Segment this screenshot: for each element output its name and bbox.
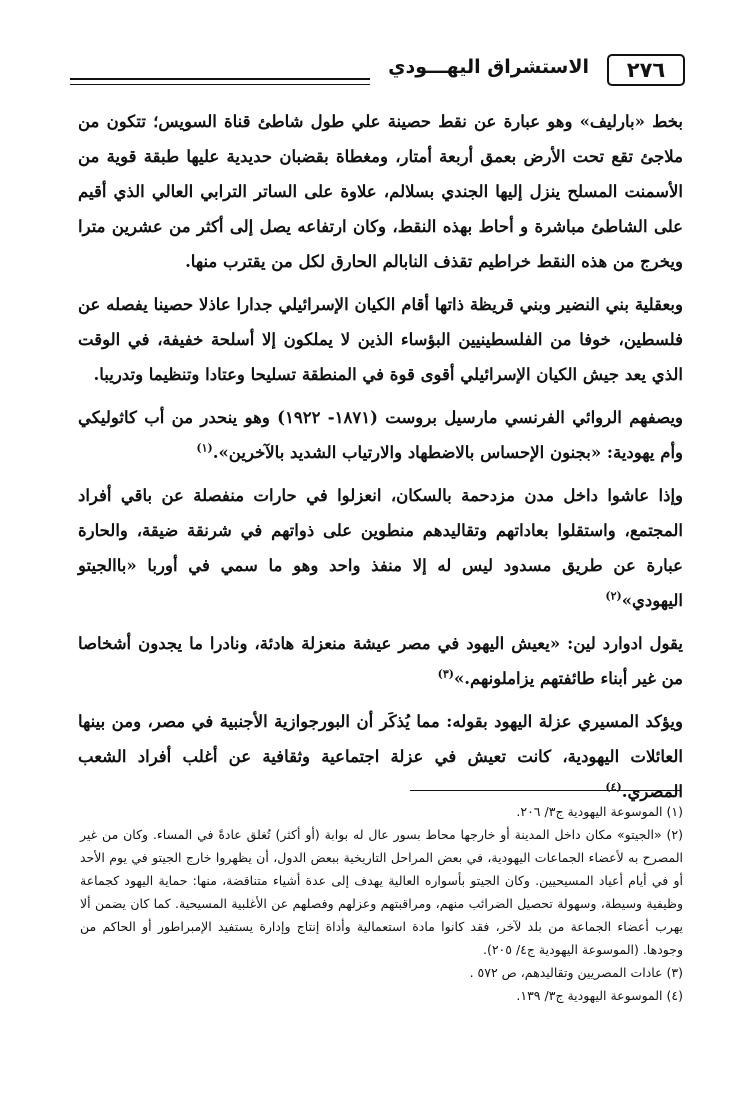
paragraph [78, 400, 683, 470]
header-rule [70, 78, 370, 80]
paragraph [78, 287, 683, 392]
body-text [78, 104, 683, 817]
paragraph [78, 478, 683, 618]
paragraph-text: بخط «بارليف» وهو عبارة عن نقط حصينة علي طول شاطئ قناة السويس؛ تتكون من ملاجئ تقع تحت الأرض بعمق أربعة أمتار، ومغطاة بقضبان حديدية عليها طبقة قوية من الأسمنت المسلح ينزل إليها الجندي بسلالم، علاوة على الساتر الترابي العالي الذي أقيم على الشاطئ مباشرة و أحاط بهذه النقط، وكان ارتفاعه يصل إلى أكثر من عشرين مترا ويخرج من هذه النقط خراطيم تقذف النابالم الحارق لكل من يقترب منها. [78, 112, 683, 271]
header-rule-thin [70, 84, 370, 85]
paragraph-text: وإذا عاشوا داخل مدن مزدحمة بالسكان، انعزلوا في حارات منفصلة عن باقي أفراد المجتمع، واستقلوا بعاداتهم وتقاليدهم منطوين على ذواتهم في شرنقة ضيقة، والحارة عبارة عن طريق مسدود ليس له إلا منفذ واحد وهو ما سمي في أوربا «باالجيتو اليهودي» [78, 486, 683, 610]
footnote: (٢) «الجيتو» مكان داخل المدينة أو خارجها محاط بسور عال له بوابة (أو أكثر) تُغلق عادةً في المساء. وكان من غير المصرح به لأعضاء الجماعات اليهودية، في بعض المراحل التاريخية ببعض الدول، أن يظهروا خارج الجيتو في يوم الأحد أو في أيام أعياد المسيحيين. وكان الجيتو بأسواره العالية يهدف إلى عدة أشياء متناقضة، منها: حماية اليهود كجماعة وظيفية وسيطة، وسهولة تحصيل الضرائب منهم، ومراقبتهم وعزلهم وفصلهم عن الأغلبية المسيحية. كما كان يضمن ألا يهرب أعضاء الجماعة من بلد لآخر، فقد كانوا مادة استعمالية وأداة إنتاج وإدارة يستفيد الإمبراطور أو الحاكم من وجودها. (الموسوعة اليهودية ج٤/ ٢٠٥). [80, 827, 683, 957]
footnote-ref: (١) [196, 441, 213, 455]
footnote: (٣) عادات المصريين وتقاليدهم، ص ٥٧٢ . [469, 965, 683, 980]
footnote-divider [410, 790, 680, 791]
footnote-ref: (٣) [437, 667, 454, 681]
paragraph [78, 626, 683, 696]
footnote: (٤) الموسوعة اليهودية ج٣/ ١٣٩. [516, 988, 683, 1003]
paragraph-text: يقول ادوارد لين: «يعيش اليهود في مصر عيشة منعزلة هادئة، ونادرا ما يجدون أشخاصا من غير أبناء طائفتهم يزاملونهم.» [78, 634, 683, 688]
paragraph-text: ويؤكد المسيري عزلة اليهود بقوله: مما يُذكَر أن البورجوازية الأجنبية في مصر، ومن بينها العائلات اليهودية، كانت تعيش في عزلة اجتماعية وثقافية عن أغلب أفراد الشعب المصري. [78, 712, 683, 801]
paragraph [78, 704, 683, 809]
paragraph [78, 104, 683, 279]
running-title: الاستشراق اليهـــودي [388, 56, 589, 78]
footnote-ref: (٢) [605, 589, 622, 603]
footnote: (١) الموسوعة اليهودية ج٣/ ٢٠٦. [516, 804, 683, 819]
page-header [70, 52, 685, 88]
paragraph-text: وبعقلية بني النضير وبني قريظة ذاتها أقام الكيان الإسرائيلي جدارا عاذلا حصينا يفصله عن فلسطين، خوفا من الفلسطينيين البؤساء الذين لا يملكون إلا أسلحة خفيفة، في الوقت الذي يعد جيش الكيان الإسرائيلي أقوى قوة في المنطقة تسليحا وعتادا وتنظيما وتدريبا. [78, 295, 683, 384]
paragraph-text: ويصفهم الروائي الفرنسي مارسيل بروست (١٨٧١- ١٩٢٢) وهو ينحدر من أب كاثوليكي وأم يهودية: «بجنون الإحساس بالاضطهاد والارتياب الشديد بالآخرين». [78, 408, 684, 462]
footnote-ref: (٤) [605, 780, 622, 794]
footnotes [80, 800, 683, 1007]
page-number: ٢٧٦ [607, 54, 685, 86]
